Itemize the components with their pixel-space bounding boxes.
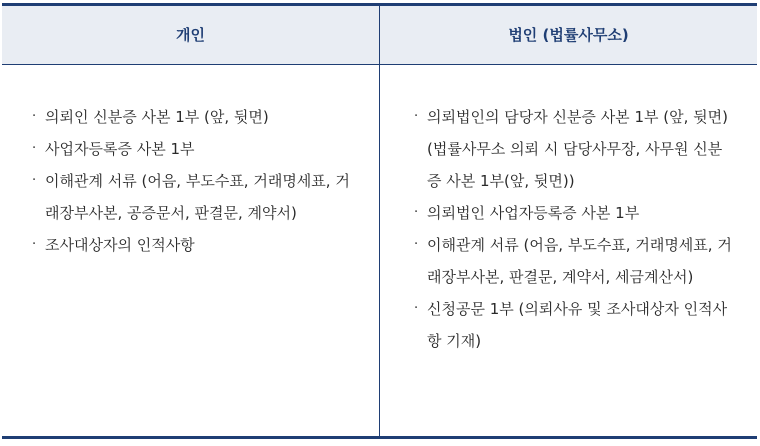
list-item: · 조사대상자의 인적사항 [32, 229, 355, 261]
list-item: · 신청공문 1부 (의뢰사유 및 조사대상자 인적사항 기재) [414, 293, 733, 357]
header-individual: 개인 [176, 26, 205, 44]
individual-document-list [32, 101, 355, 261]
list-item: · 의뢰법인의 담당자 신분증 사본 1부 (앞, 뒷면) (법률사무소 의뢰 시 담당사무장, 사무원 신분증 사본 1부(앞, 뒷면)) [414, 101, 733, 197]
corporation-cell [380, 65, 757, 357]
individual-cell [2, 65, 379, 261]
bullet-icon: · [32, 109, 37, 124]
bullet-icon: · [32, 141, 37, 156]
bullet-icon: · [414, 301, 419, 316]
bullet-icon: · [414, 205, 419, 220]
list-item: · 이해관계 서류 (어음, 부도수표, 거래명세표, 거래장부사본, 판결문, 계약서, 세금계산서) [414, 229, 733, 293]
bullet-icon: · [414, 237, 419, 252]
list-item: · 사업자등록증 사본 1부 [32, 133, 355, 165]
requirements-table [2, 3, 757, 439]
bullet-icon: · [32, 173, 37, 188]
bullet-icon: · [32, 237, 37, 252]
corporation-document-list [414, 101, 733, 357]
list-item: · 이해관계 서류 (어음, 부도수표, 거래명세표, 거래장부사본, 공증문서, 판결문, 계약서) [32, 165, 355, 229]
bullet-icon: · [414, 109, 419, 124]
list-item: · 의뢰법인 사업자등록증 사본 1부 [414, 197, 733, 229]
list-item: · 의뢰인 신분증 사본 1부 (앞, 뒷면) [32, 101, 355, 133]
header-corporation: 법인 (법률사무소) [508, 26, 629, 44]
